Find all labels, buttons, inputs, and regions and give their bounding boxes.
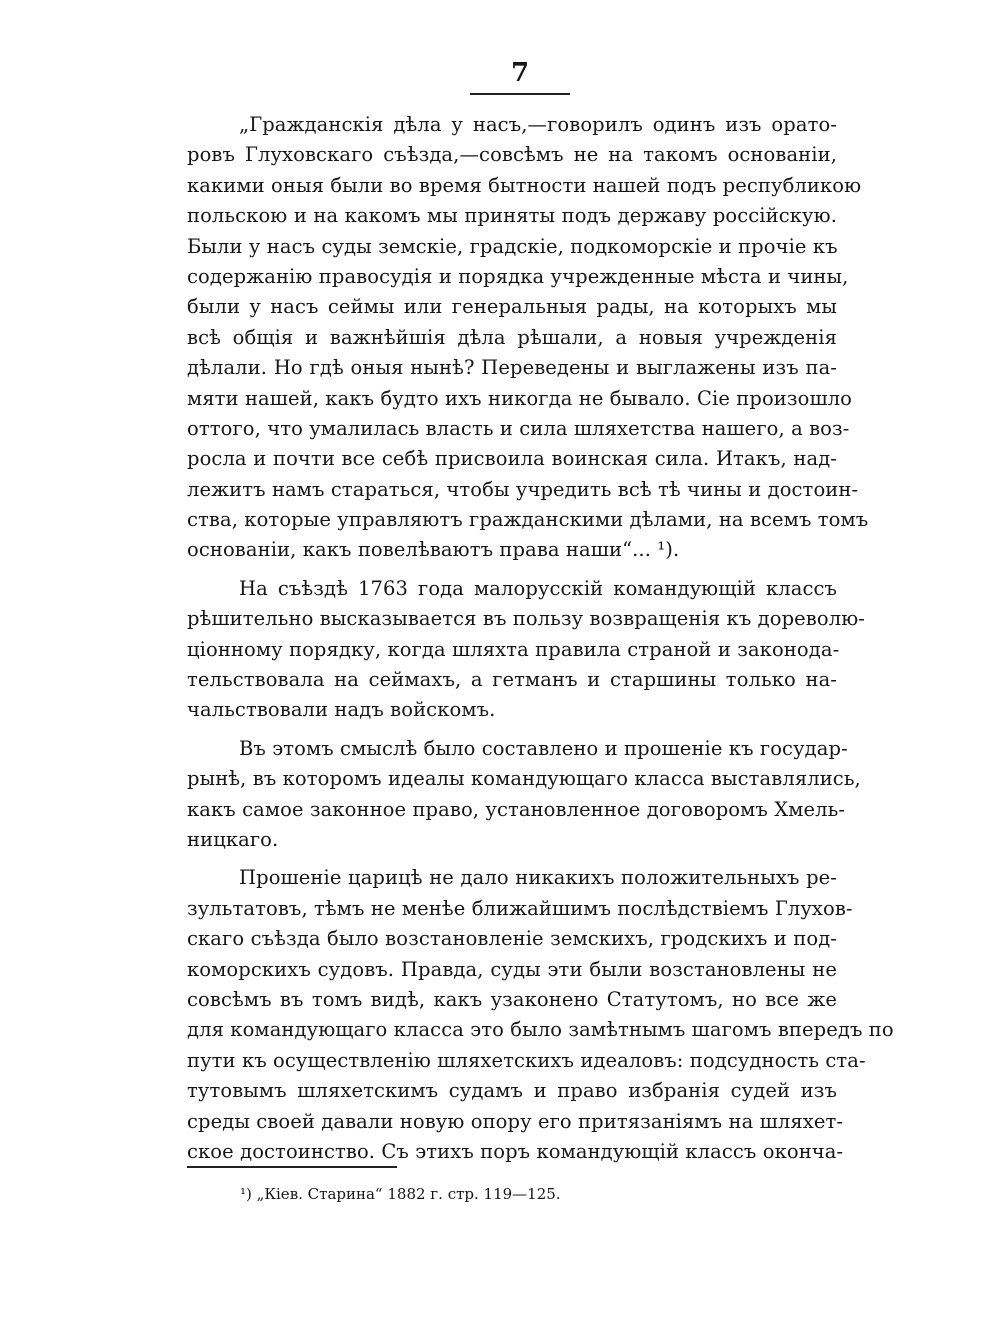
text-line: для командующаго класса это было замѣтнымъ шагомъ впередъ по [187,1018,894,1042]
text-line: тельствовала на сеймахъ, а гетманъ и старшины только на- [187,668,837,692]
paragraph-gap [187,726,837,734]
paragraph-gap [187,566,837,574]
page-number: 7 [510,58,530,88]
text-line: польскою и на какомъ мы приняты подъ державу россійскую. [187,204,837,228]
text-line: оттого, что умалилась власть и сила шляхетства нашего, а воз- [187,416,850,440]
footnote: ¹) „Кіев. Старина“ 1882 г. стр. 119—125. [240,1185,561,1203]
text-line: Въ этомъ смыслѣ было составлено и прошеніе къ государ- [239,736,848,760]
text-line: коморскихъ судовъ. Правда, суды эти были возстановлены не [187,957,837,981]
text-line: рѣшительно высказывается въ пользу возвращенія къ дореволю- [187,607,865,631]
body-text [187,110,894,1167]
text-line: Были у насъ суды земскіе, градскіе, подкоморскіе и прочіе къ [187,234,838,258]
text-line: „Гражданскія дѣла у насъ,—говорилъ одинъ изъ орато- [239,113,837,136]
text-line: Прошеніе царицѣ не дало никакихъ положительныхъ ре- [239,866,837,890]
text-line: мяти нашей, какъ будто ихъ никогда не бывало. Сіе произошло [187,386,853,410]
text-line: тутовымъ шляхетскимъ судамъ и право избранія судей изъ [187,1079,837,1103]
text-line: совсѣмъ въ томъ видѣ, какъ узаконено Статутомъ, но все же [187,987,837,1011]
text-line: На съѣздѣ 1763 года малорусскій командующій классъ [239,576,837,600]
paragraph-gap [187,855,837,863]
text-line: содержанію правосудія и порядка учрежденные мѣста и чины, [187,264,849,288]
text-line: пути къ осуществленію шляхетскихъ идеаловъ: подсудность ста- [187,1048,866,1072]
text-line: были у насъ сеймы или генеральныя рады, на которыхъ мы [187,295,837,319]
page-number-rule [470,93,570,95]
text-line: основаніи, какъ повелѣваютъ права наши“... ¹). [187,538,680,562]
text-line: ское достоинство. Съ этихъ поръ командующій классъ оконча- [187,1139,844,1163]
text-line: ства, которые управляютъ гражданскими дѣлами, на всемъ томъ [187,508,869,532]
text-line: зультатовъ, тѣмъ не менѣе ближайшимъ послѣдствіемъ Глухов- [187,896,853,920]
text-line: ціонному порядку, когда шляхта правила страной и законода- [187,637,840,661]
paragraph [187,734,861,856]
text-line: дѣлали. Но гдѣ оныя нынѣ? Переведены и выглажены изъ па- [187,356,837,380]
paragraph [187,110,869,566]
text-line: рынѣ, въ которомъ идеалы командующаго класса выставлялись, [187,767,861,791]
text-line: чальствовали надъ войскомъ. [187,698,496,722]
paragraph [187,863,894,1167]
text-line: всѣ общія и важнѣйшія дѣла рѣшали, а новыя учрежденія [187,325,837,349]
text-line: какъ самое законное право, установленное договоромъ Хмель- [187,797,846,821]
text-line: какими оныя были во время бытности нашей подъ республикою [187,173,862,197]
text-line: росла и почти все себѣ присвоила воинская сила. Итакъ, над- [187,447,837,471]
text-line: скаго съѣзда было возстановленіе земскихъ, гродскихъ и под- [187,927,837,951]
text-line: ровъ Глуховскаго съѣзда,—совсѣмъ не на такомъ основаніи, [187,143,837,167]
text-line: лежитъ намъ стараться, чтобы учредить всѣ тѣ чины и достоин- [187,477,859,501]
paragraph [187,574,865,726]
text-line: среды своей давали новую опору его притязаніямъ на шляхет- [187,1109,844,1133]
text-line: ницкаго. [187,827,279,851]
footnote-divider [187,1166,397,1168]
